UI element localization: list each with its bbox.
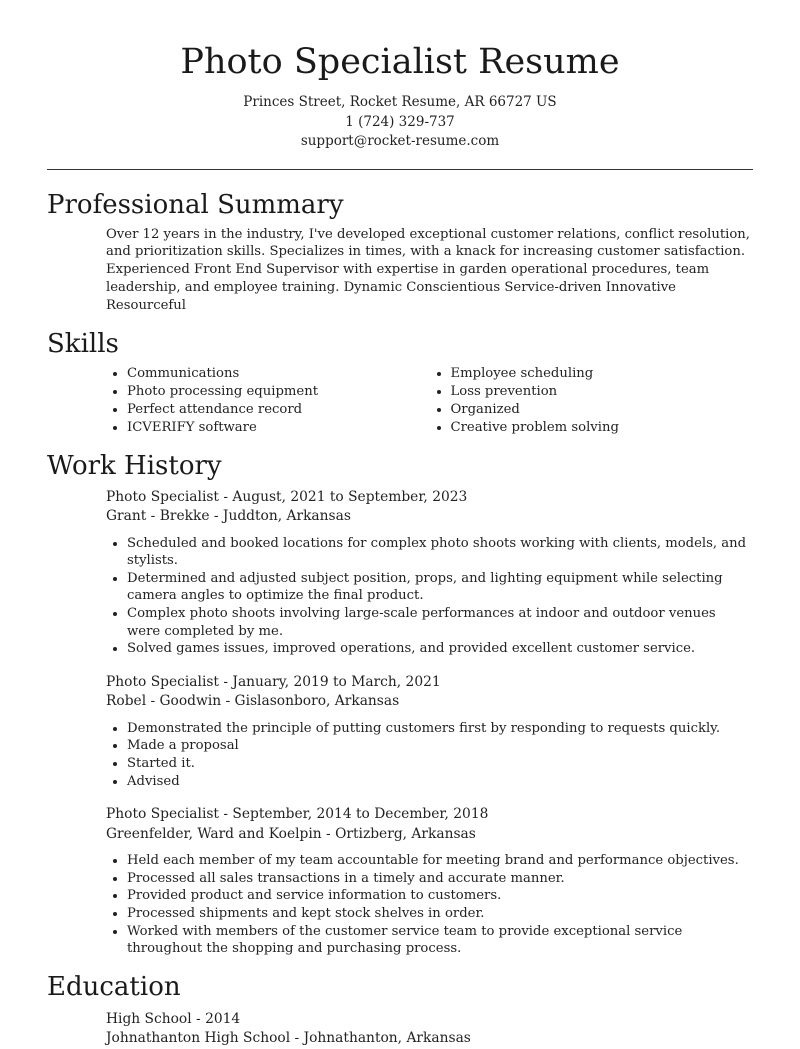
job-bullet: • Held each member of my team accountable for meeting brand and performance objectives. <box>127 852 753 870</box>
job-bullets <box>106 852 753 958</box>
resume-header <box>0 0 800 152</box>
job-bullet: • Demonstrated the principle of putting customers first by responding to requests quickly. <box>127 720 753 738</box>
skills-heading: Skills <box>47 329 119 360</box>
job-bullet: • Provided product and service information to customers. <box>127 887 753 905</box>
skill-item: • Communications <box>127 365 430 383</box>
job-bullet: • Advised <box>127 773 753 791</box>
education-school-line: Johnathanton High School - Johnathanton, Arkansas <box>106 1030 471 1047</box>
work-history-section <box>0 450 800 958</box>
resume-title: Photo Specialist Resume <box>180 42 620 82</box>
skill-item: • Organized <box>451 401 754 419</box>
education-section <box>0 971 800 1049</box>
skill-item: • Loss prevention <box>451 383 754 401</box>
job-bullet: • Processed all sales transactions in a timely and accurate manner. <box>127 870 753 888</box>
education-heading: Education <box>47 971 181 1002</box>
job-entry <box>106 488 753 658</box>
skill-item: • Employee scheduling <box>451 365 754 383</box>
work-history-heading: Work History <box>47 450 222 481</box>
job-company-line: Greenfelder, Ward and Koelpin - Ortizberg, Arkansas <box>106 825 476 842</box>
skill-item: • ICVERIFY software <box>127 419 430 437</box>
job-entry <box>106 673 753 790</box>
summary-heading: Professional Summary <box>47 189 344 220</box>
skills-left-list <box>106 365 430 436</box>
job-title-line: Photo Specialist - January, 2019 to March, 2021 <box>106 673 441 690</box>
job-bullet: • Processed shipments and kept stock shelves in order. <box>127 905 753 923</box>
job-bullet: • Started it. <box>127 755 753 773</box>
job-bullet: • Made a proposal <box>127 737 753 755</box>
contact-email: support@rocket-resume.com <box>300 133 500 149</box>
job-title-line: Photo Specialist - August, 2021 to September, 2023 <box>106 488 468 505</box>
skill-item: • Photo processing equipment <box>127 383 430 401</box>
skills-right-list <box>430 365 754 436</box>
job-bullets <box>106 535 753 658</box>
contact-phone: 1 (724) 329-737 <box>345 113 455 130</box>
education-entry <box>106 1010 753 1049</box>
job-bullet: • Scheduled and booked locations for complex photo shoots working with clients, models, and stylists. <box>127 535 753 570</box>
header-divider <box>47 169 753 170</box>
skills-columns <box>106 365 753 436</box>
skill-item: • Creative problem solving <box>451 419 754 437</box>
summary-text: Over 12 years in the industry, I've developed exceptional customer relations, conflict resolution, and prioritization skills. Specializes in times, with a knack for increasing customer satisfaction. Experienced Front End Supervisor with expertise in garden operational procedures, team leadership, and employee training. Dynamic Conscientious Service-driven Innovative Resourceful <box>106 226 750 313</box>
job-bullet: • Solved games issues, improved operations, and provided excellent customer service. <box>127 640 753 658</box>
job-bullet: • Worked with members of the customer service team to provide exceptional service throughout the shopping and purchasing process. <box>127 923 753 958</box>
job-company-line: Grant - Brekke - Juddton, Arkansas <box>106 508 351 525</box>
job-bullet: • Determined and adjusted subject position, props, and lighting equipment while selecting camera angles to optimize the final product. <box>127 570 753 605</box>
job-bullet: • Complex photo shoots involving large-scale performances at indoor and outdoor venues were completed by me. <box>127 605 753 640</box>
job-entry <box>106 805 753 958</box>
job-company-line: Robel - Goodwin - Gislasonboro, Arkansas <box>106 693 400 710</box>
job-title-line: Photo Specialist - September, 2014 to December, 2018 <box>106 806 489 823</box>
contact-address: Princes Street, Rocket Resume, AR 66727 US <box>243 94 557 110</box>
skills-section <box>0 328 800 436</box>
skill-item: • Perfect attendance record <box>127 401 430 419</box>
job-bullets <box>106 720 753 790</box>
contact-info <box>0 93 800 152</box>
education-degree-line: High School - 2014 <box>106 1010 241 1027</box>
summary-section <box>0 189 800 315</box>
